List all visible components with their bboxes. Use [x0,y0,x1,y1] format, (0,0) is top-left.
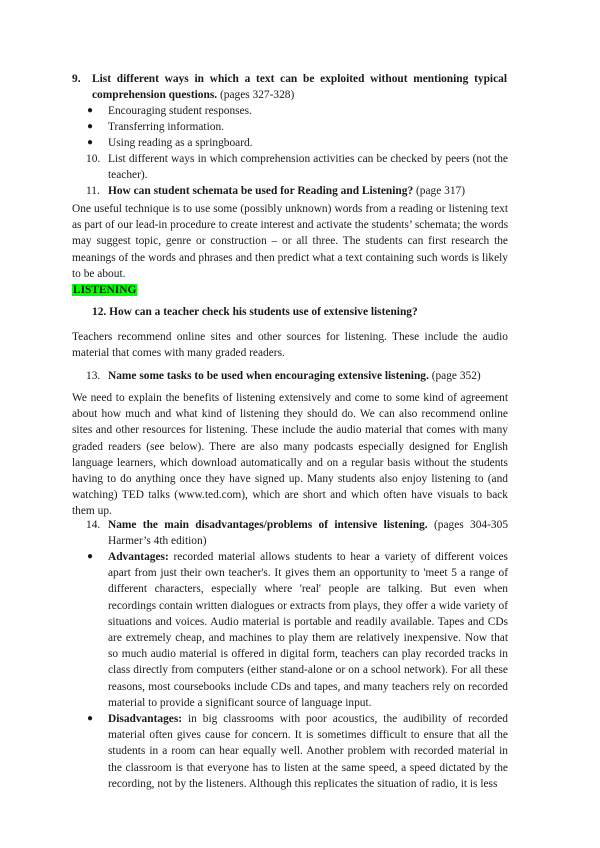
question-14 [86,517,509,549]
disadvantages-label: Disadvantages: [108,713,183,726]
page-ref: (page 317) [413,185,466,197]
page-ref: (page 352) [428,370,481,382]
paragraph-q13: We need to explain the benefits of listening extensively and come to some kind of agreement about how much and what kind of listening they should do. We can also recommend online sites and other resources for listening. These include the audio material that comes with many graded readers (see below). There are also many podcasts especially designed for English language learners, which download automatically and on a regular basis without the students having to do anything once they have signed up. Many students also enjoy listening to (and watching) TED talks (www.ted.com), which are short and which often have visuals to back them up. [72,392,508,518]
bullet-icon: ● [87,713,94,725]
question-14-title: Name the main disadvantages/problems of intensive listening. [108,519,428,531]
question-9-title: List different ways in which a text can be exploited without mentioning typical comprehension questions. [92,73,507,102]
question-11-title: How can student schemata be used for Reading and Listening? [108,185,414,197]
question-12 [92,304,508,320]
question-9 [72,71,507,103]
question-14-bullets [87,549,508,792]
question-number: 13. [86,370,101,382]
bullet-icon: ● [87,105,94,116]
list-item-advantages [87,549,508,711]
question-10-text: List different ways in which comprehension activities can be checked by peers (not the teacher). [108,153,508,182]
list-item-disadvantages [87,711,508,792]
section-title: LISTENING [73,284,137,296]
page-ref: (pages 304-305 Harmer’s 4th edition) [108,519,509,548]
list-item: ● Encouraging student responses. [108,103,508,119]
question-11 [86,183,508,199]
question-13-title: Name some tasks to be used when encouraging extensive listening. [108,370,429,382]
disadvantages-text: in big classrooms with poor acoustics, the audibility of recorded material often gives cause for concern. It is sometimes difficult to ensure that all the students in a room can hear equally well. Another problem with recorded material in the classroom is that everyone has to listen at the same speed, a speed dictated by the recording, not by the listeners. Although this replicates the situation of radio, it is less [108,713,508,790]
question-number: 9. [72,73,81,85]
page-ref: (pages 327-328) [217,89,295,102]
question-number: 14. [86,519,101,531]
question-number: 10. [86,153,101,165]
bullet-icon: ● [87,137,94,149]
list-item: ● Using reading as a springboard. [108,135,508,151]
list-item: ● Transferring information. [108,119,508,135]
section-heading-listening [72,282,137,298]
question-10 [86,151,508,183]
bullet-icon: ● [87,121,94,133]
question-12-title: 12. How can a teacher check his students use of extensive listening? [92,306,418,318]
question-13 [86,368,508,384]
bullet-icon: ● [87,551,94,562]
question-9-bullets [87,103,508,152]
paragraph-schemata: One useful technique is to use some (possibly unknown) words from a reading or listening text as part of our lead-in procedure to create interest and activate the students’ schemata; the words may suggest topic, genre or construction – or all three. The students can first research the meanings of the words and phrases and then predict what a text containing such words is likely to be about. [72,203,508,280]
paragraph-q12: Teachers recommend online sites and other sources for listening. These include the audio material that comes with many graded readers. [72,331,508,360]
question-number: 11. [86,185,100,197]
advantages-text: recorded material allows students to hear a variety of different voices apart from just their own teacher's. It gives them an opportunity to 'meet 5 a range of different characters, especially where 'real' people are talking. But even when recordings contain written dialogues or extracts from plays, they offer a wide variety of situations and voices. Audio material is portable and readily available. Tapes and CDs are extremely cheap, and machines to play them are relatively inexpensive. Now that so much audio material is offered in digital form, teachers can play recorded tracks in class directly from computers (either stand-alone or on a school network). For all these reasons, most coursebooks include CDs and tapes, and many teachers rely on recorded material to provide a significant source of language input. [108,551,508,709]
advantages-label: Advantages: [108,551,169,563]
